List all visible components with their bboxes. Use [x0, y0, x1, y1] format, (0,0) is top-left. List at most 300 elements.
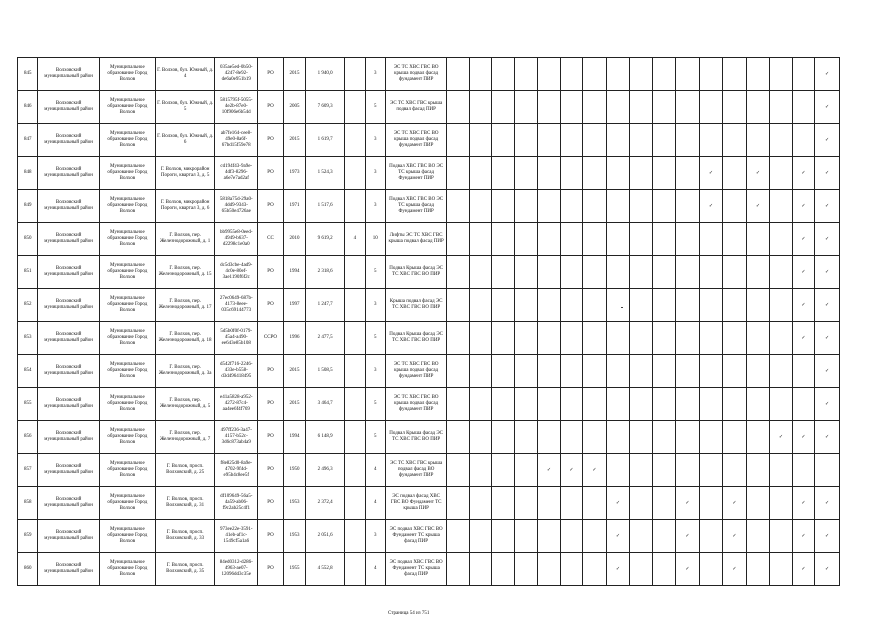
empty-cell: [583, 223, 607, 256]
check-mark-cell: ✓: [792, 256, 814, 289]
empty-cell: [699, 487, 723, 520]
empty-cell: [492, 520, 514, 553]
area-cell: 1 247,7: [306, 289, 345, 322]
empty-cell: [492, 256, 514, 289]
empty-cell: [676, 157, 700, 190]
count-a-cell: [345, 388, 365, 421]
empty-cell: [469, 223, 491, 256]
count-a-cell: [345, 58, 365, 91]
empty-cell: [630, 454, 652, 487]
empty-cell: [792, 58, 814, 91]
empty-cell: [630, 157, 652, 190]
row-number: 850: [18, 223, 38, 256]
row-number: 846: [18, 91, 38, 124]
empty-cell: [630, 190, 652, 223]
year-cell: 1953: [283, 487, 305, 520]
guid-cell: f8e825d0-8a9e-4702-9f4d-e95b4c8ee5f: [215, 454, 258, 487]
address-cell: Г. Волхов, микрорайон Пороги, квартал 3, д. 6: [155, 190, 214, 223]
empty-cell: [538, 91, 560, 124]
empty-cell: [606, 58, 630, 91]
works-cell: ЭС ТС ХВС ГВС ВО крыша подвал фасад фундамент ПИР: [385, 355, 446, 388]
empty-cell: [699, 388, 723, 421]
empty-cell: [560, 421, 582, 454]
count-a-cell: [345, 256, 365, 289]
empty-cell: [492, 190, 514, 223]
works-cell: ЭС ТС ХВС ГВС ВО крыша подвал фасад фундамент ПИР: [385, 58, 446, 91]
empty-cell: [469, 91, 491, 124]
address-cell: Г. Волхов, просп. Волховский, д. 33: [155, 520, 214, 553]
empty-cell: [606, 421, 630, 454]
type-cell: РО: [258, 289, 284, 322]
empty-cell: [652, 124, 676, 157]
check-mark-cell: ✓: [792, 553, 814, 586]
empty-cell: [746, 223, 770, 256]
empty-cell: [630, 487, 652, 520]
row-number: 860: [18, 553, 38, 586]
address-cell: Г. Волхов, пер. Железнодорожный, д. 18: [155, 322, 214, 355]
table-row: [18, 124, 840, 157]
district-cell: Волховский муниципальный район: [38, 487, 99, 520]
empty-cell: [560, 157, 582, 190]
type-cell: РО: [258, 190, 284, 223]
empty-cell: [560, 58, 582, 91]
district-cell: Волховский муниципальный район: [38, 520, 99, 553]
row-number: 852: [18, 289, 38, 322]
empty-cell: [606, 388, 630, 421]
count-a-cell: [345, 421, 365, 454]
type-cell: РО: [258, 487, 284, 520]
check-mark-cell: ✓: [699, 190, 723, 223]
empty-cell: [652, 223, 676, 256]
count-b-cell: 4: [365, 454, 385, 487]
check-mark-cell: ✓: [815, 322, 840, 355]
type-cell: РО: [258, 58, 284, 91]
count-a-cell: [345, 190, 365, 223]
year-cell: 1996: [283, 322, 305, 355]
empty-cell: [676, 124, 700, 157]
empty-cell: [447, 421, 469, 454]
works-cell: Подвал Крыша фасад ЭС ТС ХВС ГВС ВО ПИР: [385, 256, 446, 289]
empty-cell: [652, 322, 676, 355]
empty-cell: [492, 454, 514, 487]
empty-cell: [676, 421, 700, 454]
guid-cell: df109649-56a5-4a59-ab06-f9c2ab25c4f1: [215, 487, 258, 520]
count-b-cell: 3: [365, 289, 385, 322]
empty-cell: [560, 355, 582, 388]
empty-cell: [606, 157, 630, 190]
empty-cell: [492, 355, 514, 388]
empty-cell: [514, 124, 538, 157]
check-mark-cell: ✓: [815, 58, 840, 91]
check-mark-cell: ✓: [792, 322, 814, 355]
empty-cell: [514, 355, 538, 388]
empty-cell: [538, 520, 560, 553]
empty-cell: [606, 223, 630, 256]
empty-cell: [514, 553, 538, 586]
empty-cell: [676, 322, 700, 355]
works-cell: ЭС подвал ХВС ГВС ВО Фундамент ТС крыша фасад ПИР: [385, 520, 446, 553]
check-mark-cell: ✓: [792, 289, 814, 322]
empty-cell: [652, 256, 676, 289]
type-cell: РО: [258, 454, 284, 487]
works-cell: ЭС ТС ХВС ГВС крыша подвал фасад ПИР: [385, 91, 446, 124]
empty-cell: [538, 58, 560, 91]
count-a-cell: [345, 91, 365, 124]
empty-cell: [699, 289, 723, 322]
type-cell: РО: [258, 256, 284, 289]
empty-cell: [538, 289, 560, 322]
empty-cell: [469, 520, 491, 553]
guid-cell: bb9955e8-0eed-4949-b637-d2298c1e0a0: [215, 223, 258, 256]
count-a-cell: [345, 289, 365, 322]
empty-cell: [514, 487, 538, 520]
district-cell: Волховский муниципальный район: [38, 421, 99, 454]
empty-cell: [630, 58, 652, 91]
empty-cell: [447, 355, 469, 388]
works-cell: ЭС подвал фасад ХВС ГВС ВО Фундамент ТС крыша ПИР: [385, 487, 446, 520]
area-cell: 9 619,2: [306, 223, 345, 256]
empty-cell: [469, 355, 491, 388]
empty-cell: [723, 223, 747, 256]
table-row: [18, 355, 840, 388]
count-a-cell: [345, 355, 365, 388]
empty-cell: [746, 322, 770, 355]
empty-cell: [469, 58, 491, 91]
district-cell: Волховский муниципальный район: [38, 553, 99, 586]
check-mark-cell: ✓: [792, 421, 814, 454]
empty-cell: [447, 190, 469, 223]
count-a-cell: [345, 454, 365, 487]
empty-cell: [676, 91, 700, 124]
empty-cell: [652, 58, 676, 91]
settlement-cell: Муниципальное образование Город Волхов: [99, 58, 155, 91]
settlement-cell: Муниципальное образование Город Волхов: [99, 289, 155, 322]
empty-cell: [469, 256, 491, 289]
table-row: [18, 256, 840, 289]
empty-cell: [746, 520, 770, 553]
empty-cell: [770, 223, 792, 256]
address-cell: Г. Волхов, пер. Железнодорожный, д. 17: [155, 289, 214, 322]
check-mark-cell: ✓: [815, 190, 840, 223]
empty-cell: [723, 190, 747, 223]
district-cell: Волховский муниципальный район: [38, 190, 99, 223]
empty-cell: [492, 58, 514, 91]
year-cell: 1994: [283, 421, 305, 454]
check-mark-cell: ✓: [770, 421, 792, 454]
works-cell: ЭС ТС ХВС ГВС ВО крыша подвал фасад фундамент ПИР: [385, 388, 446, 421]
count-b-cell: 5: [365, 91, 385, 124]
empty-cell: [630, 223, 652, 256]
empty-cell: [492, 553, 514, 586]
check-mark-cell: ✓: [815, 91, 840, 124]
empty-cell: [723, 421, 747, 454]
empty-cell: [492, 91, 514, 124]
empty-cell: [469, 157, 491, 190]
year-cell: 1953: [283, 520, 305, 553]
empty-cell: [630, 355, 652, 388]
empty-cell: [469, 388, 491, 421]
empty-cell: [630, 520, 652, 553]
count-b-cell: 3: [365, 355, 385, 388]
check-mark-cell: ✓: [792, 487, 814, 520]
district-cell: Волховский муниципальный район: [38, 322, 99, 355]
empty-cell: [538, 322, 560, 355]
year-cell: 2015: [283, 388, 305, 421]
area-cell: 2 477,5: [306, 322, 345, 355]
empty-cell: [652, 355, 676, 388]
empty-cell: [792, 91, 814, 124]
check-mark-cell: ✓: [792, 520, 814, 553]
empty-cell: [676, 289, 700, 322]
check-mark-cell: ✓: [560, 454, 582, 487]
table-row: [18, 520, 840, 553]
empty-cell: [630, 91, 652, 124]
type-cell: РО: [258, 124, 284, 157]
empty-cell: [492, 223, 514, 256]
check-mark-cell: ✓: [699, 157, 723, 190]
district-cell: Волховский муниципальный район: [38, 388, 99, 421]
empty-cell: [770, 157, 792, 190]
empty-cell: [792, 355, 814, 388]
address-cell: Г. Волхов, бул. Южный, д. 4: [155, 58, 214, 91]
count-a-cell: [345, 124, 365, 157]
empty-cell: [447, 388, 469, 421]
empty-cell: [770, 58, 792, 91]
empty-cell: [676, 190, 700, 223]
address-cell: Г. Волхов, бул. Южный, д. 5: [155, 91, 214, 124]
empty-cell: [770, 388, 792, 421]
empty-cell: [746, 58, 770, 91]
check-mark-cell: ✓: [815, 520, 840, 553]
count-a-cell: [345, 322, 365, 355]
empty-cell: [723, 388, 747, 421]
empty-cell: [583, 256, 607, 289]
empty-cell: [447, 58, 469, 91]
count-b-cell: 3: [365, 520, 385, 553]
count-b-cell: 5: [365, 421, 385, 454]
district-cell: Волховский муниципальный район: [38, 289, 99, 322]
empty-cell: [583, 520, 607, 553]
empty-cell: [652, 157, 676, 190]
empty-cell: [652, 487, 676, 520]
empty-cell: [514, 454, 538, 487]
empty-cell: [746, 421, 770, 454]
empty-cell: [514, 58, 538, 91]
empty-cell: [699, 454, 723, 487]
settlement-cell: Муниципальное образование Город Волхов: [99, 421, 155, 454]
empty-cell: [676, 223, 700, 256]
empty-cell: [560, 487, 582, 520]
table-row: [18, 454, 840, 487]
check-mark-cell: ✓: [538, 454, 560, 487]
guid-cell: dc5d3cbe-4ad9-4c0e-80ef-3ae1190f6f2c: [215, 256, 258, 289]
table-row: [18, 487, 840, 520]
table-row: [18, 58, 840, 91]
guid-cell: 5815795f-5055-4e2b-87e0-10f906e6b54d: [215, 91, 258, 124]
empty-cell: [560, 91, 582, 124]
empty-cell: [746, 553, 770, 586]
address-cell: Г. Волхов, бул. Южный, д. 6: [155, 124, 214, 157]
empty-cell: [492, 124, 514, 157]
empty-cell: [723, 322, 747, 355]
check-mark-cell: ✓: [815, 289, 840, 322]
check-mark-cell: ✓: [746, 157, 770, 190]
empty-cell: [699, 520, 723, 553]
check-mark-cell: ✓: [606, 487, 630, 520]
table-row: [18, 388, 840, 421]
area-cell: 1 508,5: [306, 355, 345, 388]
empty-cell: [514, 322, 538, 355]
empty-cell: [538, 124, 560, 157]
row-number: 851: [18, 256, 38, 289]
works-cell: Подвал Крыша фасад ЭС ТС ХВС ГВС ВО ПИР: [385, 421, 446, 454]
check-mark-cell: ✓: [676, 520, 700, 553]
settlement-cell: Муниципальное образование Город Волхов: [99, 223, 155, 256]
works-cell: ЭС ТС ХВС ГВС ВО крыша подвал фасад фундамент ПИР: [385, 124, 446, 157]
empty-cell: [538, 355, 560, 388]
empty-cell: [606, 355, 630, 388]
settlement-cell: Муниципальное образование Город Волхов: [99, 190, 155, 223]
check-mark-cell: ✓: [815, 124, 840, 157]
check-mark-cell: ✓: [583, 454, 607, 487]
count-b-cell: 10: [365, 223, 385, 256]
area-cell: 7 609,3: [306, 91, 345, 124]
row-number: 847: [18, 124, 38, 157]
empty-cell: [723, 289, 747, 322]
empty-cell: [447, 91, 469, 124]
year-cell: 2010: [283, 223, 305, 256]
empty-cell: [630, 256, 652, 289]
empty-cell: [723, 157, 747, 190]
empty-cell: [746, 454, 770, 487]
empty-cell: [514, 421, 538, 454]
empty-cell: [770, 454, 792, 487]
check-mark-cell: ✓: [815, 157, 840, 190]
check-mark-cell: ✓: [723, 553, 747, 586]
empty-cell: [447, 157, 469, 190]
works-cell: Подвал Крыша фасад ЭС ТС ХВС ГВС ВО ПИР: [385, 322, 446, 355]
year-cell: 2015: [283, 355, 305, 388]
address-cell: Г. Волхов, просп. Волховский, д. 25: [155, 454, 214, 487]
empty-cell: [606, 454, 630, 487]
empty-cell: [560, 223, 582, 256]
check-mark-cell: ✓: [606, 553, 630, 586]
empty-cell: [723, 355, 747, 388]
empty-cell: [746, 289, 770, 322]
year-cell: 2005: [283, 91, 305, 124]
year-cell: 1955: [283, 553, 305, 586]
empty-cell: [723, 91, 747, 124]
settlement-cell: Муниципальное образование Город Волхов: [99, 355, 155, 388]
empty-cell: [538, 256, 560, 289]
empty-cell: [652, 190, 676, 223]
count-a-cell: [345, 553, 365, 586]
empty-cell: [723, 256, 747, 289]
check-mark-cell: ✓: [746, 190, 770, 223]
table-row: [18, 190, 840, 223]
count-a-cell: 4: [345, 223, 365, 256]
row-number: 855: [18, 388, 38, 421]
area-cell: 2 496,3: [306, 454, 345, 487]
empty-cell: [699, 91, 723, 124]
check-mark-cell: ✓: [792, 190, 814, 223]
district-cell: Волховский муниципальный район: [38, 58, 99, 91]
count-b-cell: 5: [365, 256, 385, 289]
area-cell: 6 148,9: [306, 421, 345, 454]
row-number: 858: [18, 487, 38, 520]
check-mark-cell: ✓: [723, 520, 747, 553]
guid-cell: 5818a75d-29a0-4dd9-9343-65b50e4726ae: [215, 190, 258, 223]
empty-cell: [492, 421, 514, 454]
empty-cell: [560, 322, 582, 355]
check-mark-cell: ✓: [815, 256, 840, 289]
check-mark-cell: ✓: [815, 421, 840, 454]
settlement-cell: Муниципальное образование Город Волхов: [99, 124, 155, 157]
district-cell: Волховский муниципальный район: [38, 124, 99, 157]
check-mark-cell: ✓: [723, 487, 747, 520]
empty-cell: [560, 190, 582, 223]
year-cell: 1994: [283, 256, 305, 289]
empty-cell: [447, 454, 469, 487]
empty-cell: [652, 454, 676, 487]
empty-cell: [699, 322, 723, 355]
works-cell: ЭС ТС ХВС ГВС крыша подвал фасад ВО фундамент ПИР: [385, 454, 446, 487]
row-number: 857: [18, 454, 38, 487]
check-mark-cell: ✓: [815, 487, 840, 520]
empty-cell: [560, 520, 582, 553]
row-number: 845: [18, 58, 38, 91]
empty-cell: [538, 157, 560, 190]
row-number: 859: [18, 520, 38, 553]
count-b-cell: 5: [365, 322, 385, 355]
empty-cell: [746, 256, 770, 289]
empty-cell: [538, 388, 560, 421]
empty-cell: [447, 124, 469, 157]
empty-cell: [676, 58, 700, 91]
empty-cell: [606, 124, 630, 157]
empty-cell: [770, 289, 792, 322]
empty-cell: [699, 553, 723, 586]
guid-cell: 973ee22e-3591-41eb-af1c-1549cf5a1a6: [215, 520, 258, 553]
empty-cell: [815, 454, 840, 487]
empty-cell: [699, 256, 723, 289]
area-cell: 4 552,8: [306, 553, 345, 586]
guid-cell: e41a5828-a952-4272-87c4-aa4ee6f4f769: [215, 388, 258, 421]
empty-cell: [746, 388, 770, 421]
row-number: 854: [18, 355, 38, 388]
count-b-cell: 4: [365, 487, 385, 520]
works-cell: ЭС подвал ХВС ГВС ВО Фундамент ТС крыша фасад ПИР: [385, 553, 446, 586]
empty-cell: [770, 355, 792, 388]
type-cell: РО: [258, 421, 284, 454]
empty-cell: [583, 157, 607, 190]
table-row: [18, 553, 840, 586]
empty-cell: [447, 487, 469, 520]
empty-cell: [583, 58, 607, 91]
count-b-cell: 3: [365, 124, 385, 157]
table-row: [18, 91, 840, 124]
empty-cell: [699, 124, 723, 157]
type-cell: РО: [258, 388, 284, 421]
settlement-cell: Муниципальное образование Город Волхов: [99, 91, 155, 124]
empty-cell: [630, 388, 652, 421]
empty-cell: [676, 256, 700, 289]
empty-cell: [606, 256, 630, 289]
empty-cell: [560, 256, 582, 289]
empty-cell: [746, 124, 770, 157]
empty-cell: [676, 355, 700, 388]
empty-cell: [583, 421, 607, 454]
